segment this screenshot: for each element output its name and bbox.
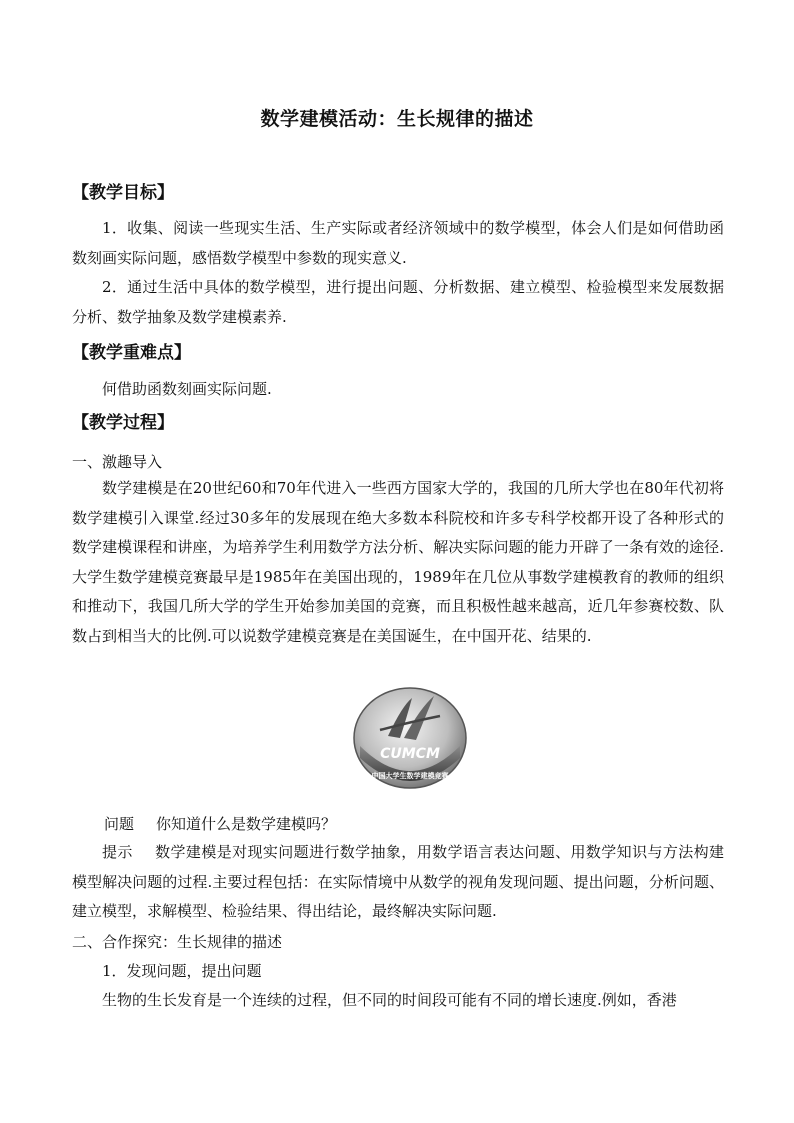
cumcm-logo xyxy=(350,686,470,791)
question-label: 问题 xyxy=(104,815,135,833)
hint-text: 数学建模是对现实问题进行数学抽象，用数学语言表达问题、用数学知识与方法构建模型解决问题的过程.主要过程包括：在实际情境中从数学的视角发现问题、提出问题，分析问题、建立模型，求解模型、检验结果、得出结论，最终解决实际问题. xyxy=(72,843,724,920)
question xyxy=(104,813,336,834)
part1-heading: 一、激趣导入 xyxy=(72,453,163,471)
part2-heading: 二、合作探究：生长规律的描述 xyxy=(72,933,283,951)
key-points-heading: 【教学重难点】 xyxy=(72,343,191,363)
document-title: 数学建模活动：生长规律的描述 xyxy=(260,108,534,130)
cumcm-logo-graphic xyxy=(350,686,470,791)
key-point: 何借助函数刻画实际问题. xyxy=(102,380,272,398)
hint xyxy=(72,838,724,927)
process-heading: 【教学过程】 xyxy=(72,413,174,433)
logo-text: CUMCM xyxy=(380,746,440,762)
part2-text: 生物的生长发育是一个连续的过程，但不同的时间段可能有不同的增长速度.例如，香港 xyxy=(102,991,677,1009)
hint-label: 提示 xyxy=(102,843,133,861)
objective-2: 2．通过生活中具体的数学模型，进行提出问题、分析数据、建立模型、检验模型来发展数据分析、数学抽象及数学建模素养. xyxy=(72,278,724,326)
question-text: 你知道什么是数学建模吗？ xyxy=(156,815,337,833)
part2-subheading: 1．发现问题，提出问题 xyxy=(102,962,262,980)
part1-text: 数学建模是在20世纪60和70年代进入一些西方国家大学的，我国的几所大学也在80年代初将数学建模引入课堂.经过30多年的发展现在绝大多数本科院校和许多专科学校都开设了各种形式的数学建模课程和讲座，为培养学生利用数学方法分析、解决实际问题的能力开辟了一条有效的途径.大学生数学建模竞赛最早是1985年在美国出现的，1989年在几位从事数学建模教育的教师的组织和推动下，我国几所大学的学生开始参加美国的竞赛，而且积极性越来越高，近几年参赛校数、队数占到相当大的比例.可以说数学建模竞赛是在美国诞生，在中国开花、结果的. xyxy=(72,479,724,645)
objectives-heading: 【教学目标】 xyxy=(72,183,174,203)
logo-ring-text: 中国大学生数学建模竞赛 xyxy=(371,772,449,780)
objective-1: 1．收集、阅读一些现实生活、生产实际或者经济领域中的数学模型，体会人们是如何借助函数刻画实际问题，感悟数学模型中参数的现实意义. xyxy=(72,219,724,267)
